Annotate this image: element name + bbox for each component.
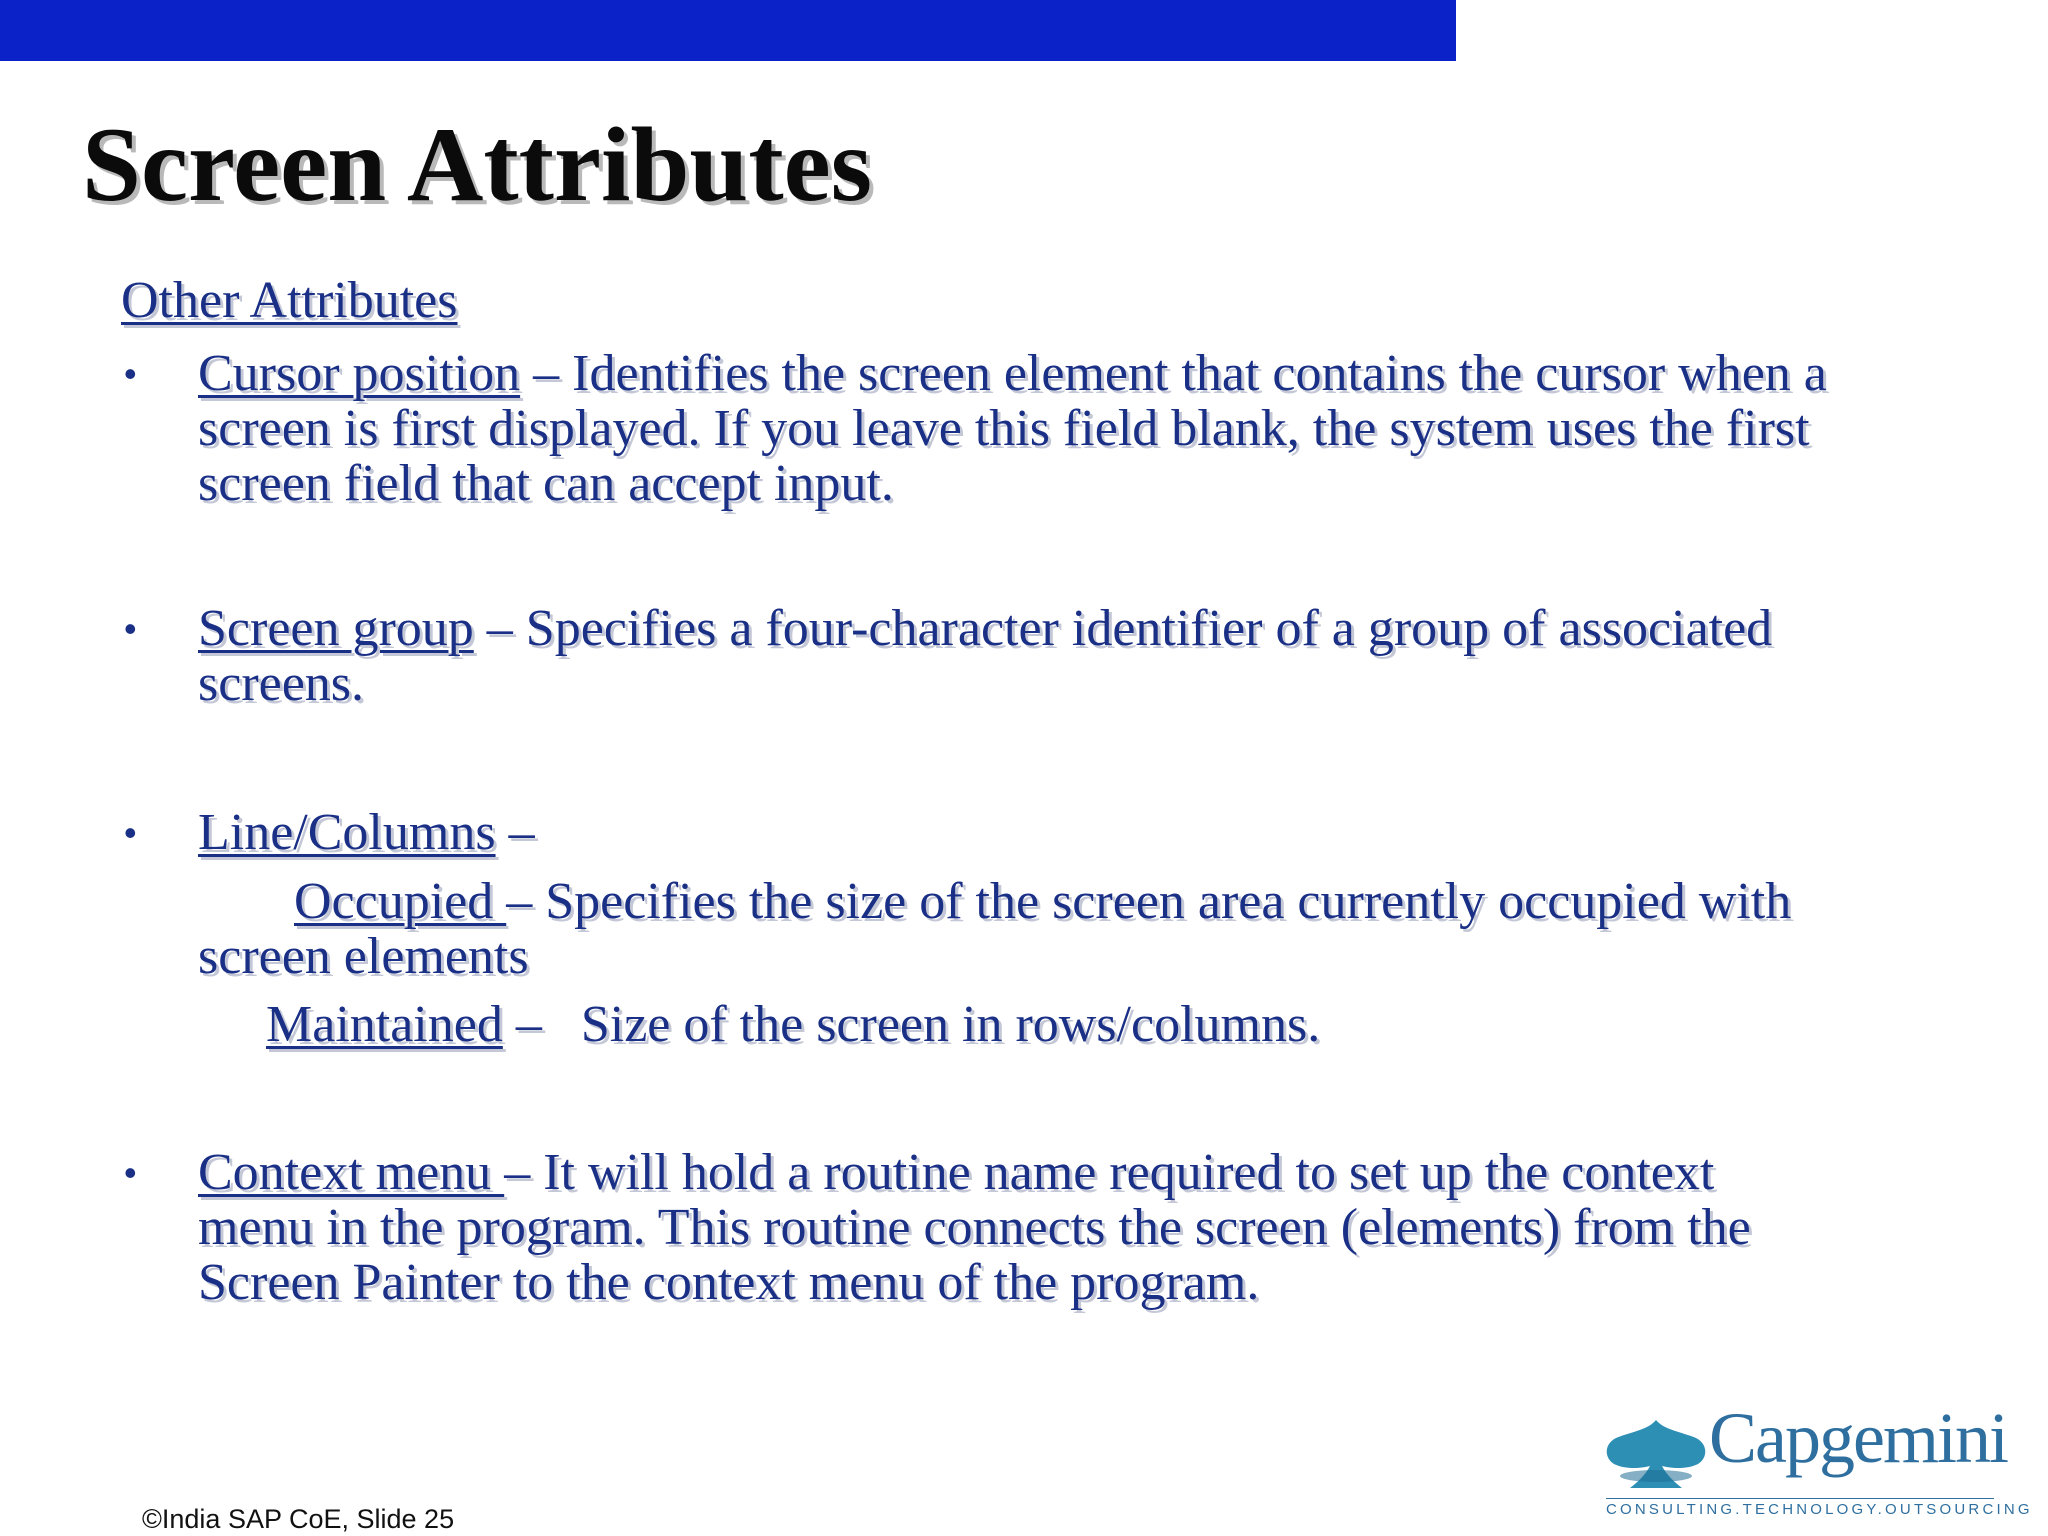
term-context-menu: Context menu [198, 1144, 505, 1201]
term-occupied: Occupied [294, 873, 507, 930]
bullet-line [198, 1145, 1714, 1200]
sub-item-line [266, 997, 1320, 1052]
description-text: It will hold a routine name required to set up the context [543, 1144, 1715, 1201]
term-dash: – [520, 345, 573, 402]
term-dash: – [495, 804, 535, 861]
term-maintained: Maintained [266, 996, 503, 1053]
bullet-marker: • [124, 608, 137, 649]
description-text: screen field that can accept input. [198, 455, 894, 512]
bullet-line [198, 346, 1827, 401]
term-dash: – [473, 600, 526, 657]
term-dash: – [506, 873, 546, 930]
description-text: Specifies a four-character identifier of a group of associated [525, 600, 1773, 657]
logo-wordmark: Capgemini [1709, 1398, 2007, 1478]
bullet-marker: • [124, 353, 137, 394]
term-cursor-position: Cursor position [198, 345, 521, 402]
description-text: screen is first displayed. If you leave this field blank, the system uses the first [198, 400, 1810, 457]
bullet-line [198, 805, 535, 860]
capgemini-logo [1604, 1398, 2033, 1518]
description-text: screens. [198, 655, 365, 712]
slide-title: Screen Attributes [82, 106, 872, 223]
sub-item-line [294, 874, 1791, 929]
term-dash: – [504, 1144, 544, 1201]
description-text: Specifies the size of the screen area currently occupied with [545, 873, 1792, 930]
term-dash: – [502, 996, 581, 1053]
footer-copyright: ©India SAP CoE, Slide 25 [142, 1504, 455, 1534]
description-text: menu in the program. This routine connects the screen (elements) from the [198, 1199, 1751, 1256]
top-accent-bar [0, 0, 1456, 61]
bullet-marker: • [124, 1152, 137, 1193]
description-text: Screen Painter to the context menu of the program. [198, 1254, 1260, 1311]
bullet-line [198, 601, 1772, 656]
term-line-columns: Line/Columns [198, 804, 496, 861]
description-text: screen elements [198, 928, 529, 985]
logo-tagline: CONSULTING.TECHNOLOGY.OUTSOURCING [1606, 1498, 1994, 1519]
section-heading: Other Attributes [121, 272, 458, 329]
description-text: Size of the screen in rows/columns. [580, 996, 1321, 1053]
description-text: Identifies the screen element that contains the cursor when a [572, 345, 1827, 402]
spade-icon [1604, 1414, 1708, 1494]
bullet-marker: • [124, 812, 137, 853]
term-screen-group: Screen group [198, 600, 474, 657]
